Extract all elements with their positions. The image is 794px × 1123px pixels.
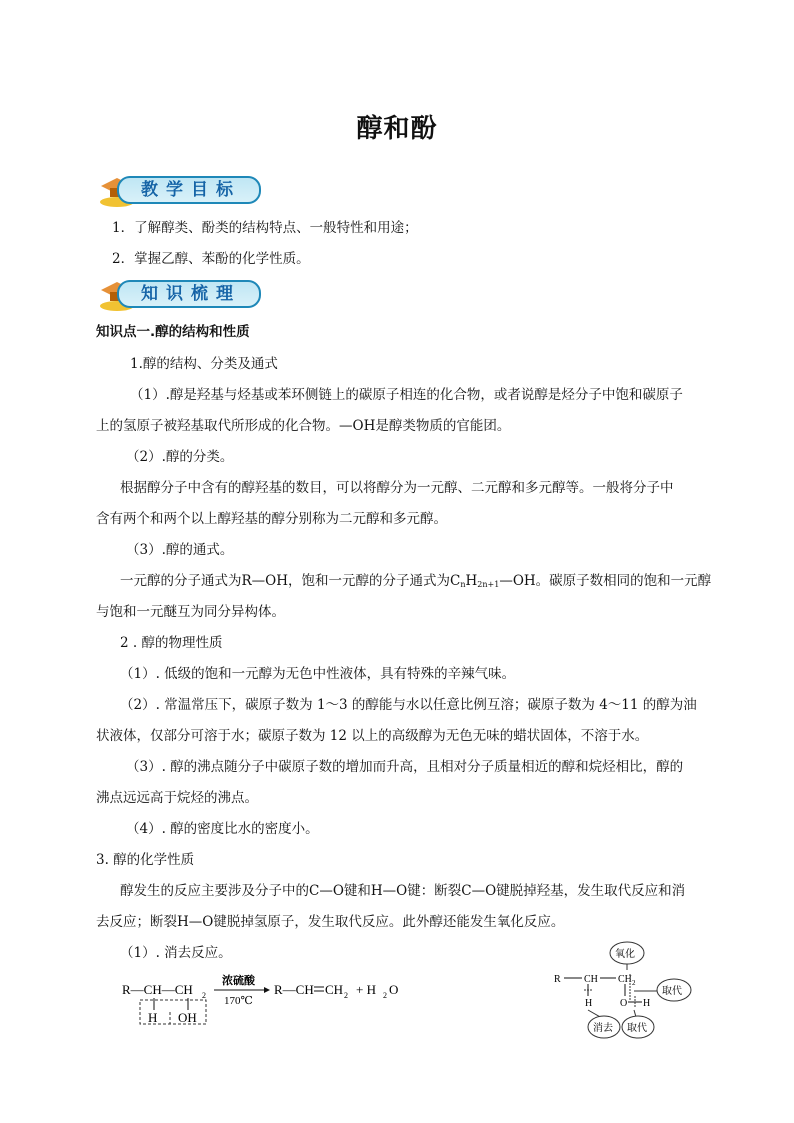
- s1-p3a: 根据醇分子中含有的醇羟基的数目，可以将醇分为一元醇、二元醇和多元醇等。一般将分子中: [120, 480, 674, 496]
- eq-product: R—CH: [274, 982, 314, 997]
- s1-heading: 1.醇的结构、分类及通式: [130, 356, 278, 372]
- subscript-n: n: [460, 580, 466, 589]
- s1-p2: （2）.醇的分类。: [126, 449, 234, 465]
- banner-objectives: [97, 172, 262, 208]
- s3-p1b: 去反应；断裂H—O键脱掉氢原子，发生取代反应。此外醇还能发生氧化反应。: [96, 914, 565, 930]
- struct-sub2: 2: [632, 979, 636, 987]
- struct-ch: CH: [584, 974, 598, 985]
- s1-p5a-pre: 一元醇的分子通式为R—OH，饱和一元醇的分子通式为C: [120, 573, 461, 589]
- substitution1-label: 取代: [662, 986, 682, 997]
- struct-h2: H: [643, 998, 651, 1009]
- eq-water-sub2: 2: [383, 991, 387, 1000]
- s1-p5a-post: —OH。碳原子数相同的饱和一元醇: [499, 573, 712, 589]
- struct-ch2: CH: [618, 974, 632, 985]
- s3-heading: 3. 醇的化学性质: [96, 852, 195, 868]
- oxidation-label: 氧化: [615, 949, 635, 960]
- banner-objectives-label: 教学目标: [141, 180, 241, 200]
- bond-cleavage-diagram: [548, 938, 698, 1044]
- s1-p1a: （1）.醇是羟基与烃基或苯环侧链上的碳原子相连的化合物，或者说醇是烃分子中饱和碳原子: [130, 387, 683, 403]
- eq-oh: OH: [178, 1010, 197, 1025]
- substitution2-label: 取代: [627, 1023, 647, 1034]
- page-title: 醇和酚: [356, 114, 438, 144]
- s2-p2a: （2）. 常温常压下，碳原子数为 1～3 的醇能与水以任意比例互溶；碳原子数为 4～11 的醇为油: [120, 697, 697, 713]
- s2-p4: （4）. 醇的密度比水的密度小。: [126, 821, 319, 837]
- s3-p2: （1）. 消去反应。: [120, 945, 232, 961]
- s1-p1b: 上的氢原子被羟基取代所形成的化合物。—OH是醇类物质的官能团。: [96, 418, 511, 434]
- s2-p3a: （3）. 醇的沸点随分子中碳原子数的增加而升高，且相对分子质量相近的醇和烷烃相比，醇的: [126, 759, 684, 775]
- banner-knowledge-label: 知识梳理: [141, 284, 241, 304]
- struct-r: R: [554, 974, 561, 985]
- s2-p3b: 沸点远远高于烷烃的沸点。: [96, 790, 258, 806]
- s1-p5a: [120, 571, 711, 595]
- s3-p1a: 醇发生的反应主要涉及分子中的C—O键和H—O键：断裂C—O键脱掉羟基，发生取代反应和消: [120, 883, 686, 899]
- eq-condition-bottom: 170℃: [224, 995, 253, 1007]
- kp1-heading: 知识点一.醇的结构和性质: [96, 324, 250, 340]
- objective-1: 1．了解醇类、酚类的结构特点、一般特性和用途；: [112, 220, 418, 236]
- s1-p3b: 含有两个和两个以上醇羟基的醇分别称为二元醇和多元醇。: [96, 511, 447, 527]
- eq-product2: CH: [325, 982, 344, 997]
- eq-sub2: 2: [202, 991, 206, 1000]
- s2-heading: 2 . 醇的物理性质: [120, 635, 223, 651]
- s1-p5a-h: H: [465, 573, 478, 589]
- objective-2: 2．掌握乙醇、苯酚的化学性质。: [112, 251, 310, 267]
- s2-p1: （1）. 低级的饱和一元醇为无色中性液体，具有特殊的辛辣气味。: [120, 666, 516, 682]
- subscript-2n1: 2n+1: [477, 580, 500, 589]
- eq-water-o: O: [389, 982, 399, 997]
- banner-knowledge: [97, 276, 262, 312]
- s1-p5b: 与饱和一元醚互为同分异构体。: [96, 604, 285, 620]
- elimination-equation: [118, 968, 418, 1030]
- s1-p4: （3）.醇的通式。: [126, 542, 234, 558]
- eq-reactant: R—CH—CH: [122, 982, 193, 997]
- arrow-right-icon: [264, 987, 270, 993]
- eq-plus-water: + H: [356, 982, 376, 997]
- s2-p2b: 状液体，仅部分可溶于水；碳原子数为 12 以上的高级醇为无色无味的蜡状固体，不溶于水。: [96, 728, 649, 744]
- eq-h: H: [148, 1010, 158, 1025]
- eq-product-sub2: 2: [344, 991, 348, 1000]
- elimination-label: 消去: [593, 1023, 613, 1034]
- struct-o: O: [620, 998, 628, 1009]
- eq-condition-top: 浓硫酸: [222, 975, 255, 987]
- struct-h: H: [585, 998, 593, 1009]
